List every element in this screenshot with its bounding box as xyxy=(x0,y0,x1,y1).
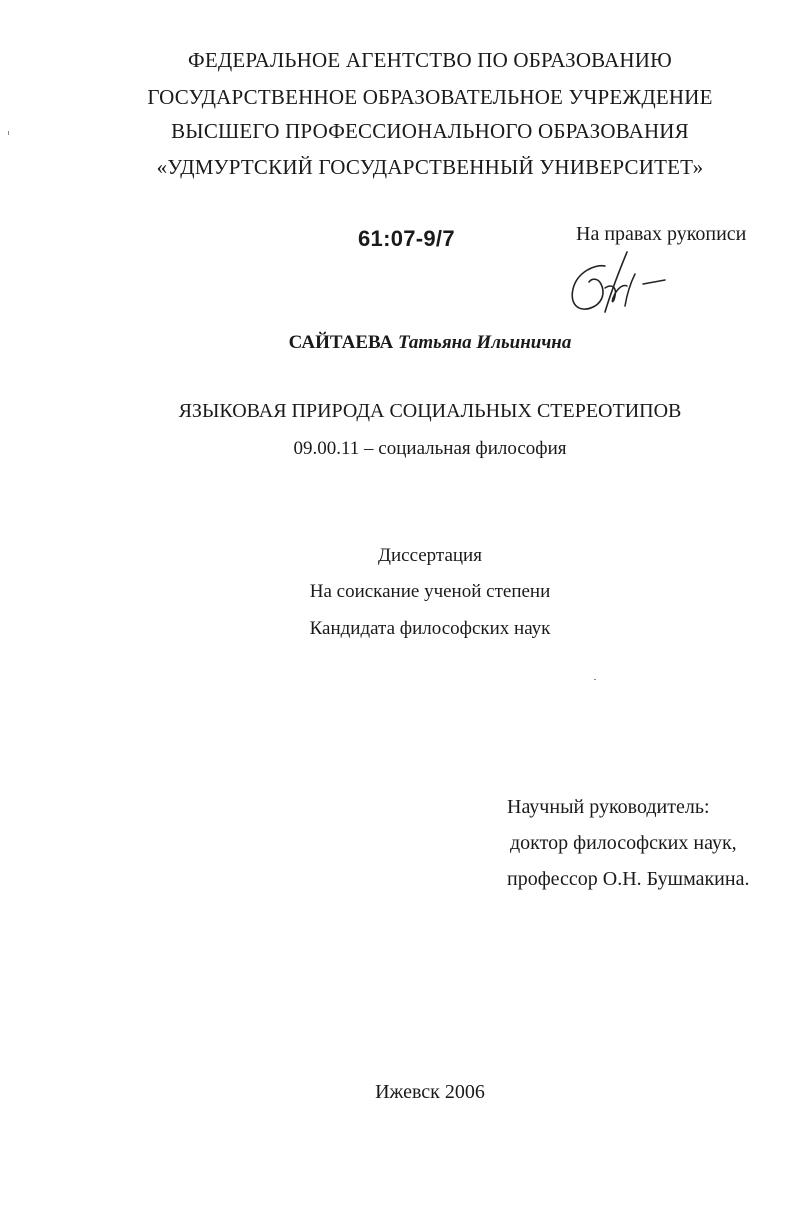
signature-image xyxy=(565,244,680,324)
org-line-2: ГОСУДАРСТВЕННОЕ ОБРАЗОВАТЕЛЬНОЕ УЧРЕЖДЕНИЕ xyxy=(147,85,713,109)
degree-line-3: Кандидата философских наук xyxy=(309,618,551,639)
library-code: 61:07-9/7 xyxy=(358,226,455,251)
supervisor-label: Научный руководитель: xyxy=(507,796,710,818)
thesis-specialty: 09.00.11 – социальная философия xyxy=(293,438,567,459)
org-line-4: «УДМУРТСКИЙ ГОСУДАРСТВЕННЫЙ УНИВЕРСИТЕТ» xyxy=(156,155,704,179)
author-given-names: Татьяна Ильинична xyxy=(397,332,572,353)
manuscript-rights-note: На правах рукописи xyxy=(576,223,747,245)
thesis-title: ЯЗЫКОВАЯ ПРИРОДА СОЦИАЛЬНЫХ СТЕРЕОТИПОВ xyxy=(178,400,682,422)
scan-speck xyxy=(594,679,596,680)
city-year: Ижевск 2006 xyxy=(375,1081,485,1103)
author-name xyxy=(0,332,795,354)
degree-line-2: На соискание ученой степени xyxy=(309,581,551,602)
degree-line-1: Диссертация xyxy=(378,545,482,566)
supervisor-degree: доктор философских наук, xyxy=(510,832,737,854)
supervisor-name: профессор О.Н. Бушмакина. xyxy=(507,868,750,890)
org-line-1: ФЕДЕРАЛЬНОЕ АГЕНТСТВО ПО ОБРАЗОВАНИЮ xyxy=(188,48,672,72)
org-line-3: ВЫСШЕГО ПРОФЕССИОНАЛЬНОГО ОБРАЗОВАНИЯ xyxy=(171,119,689,143)
author-surname: САЙТАЕВА xyxy=(288,332,394,353)
